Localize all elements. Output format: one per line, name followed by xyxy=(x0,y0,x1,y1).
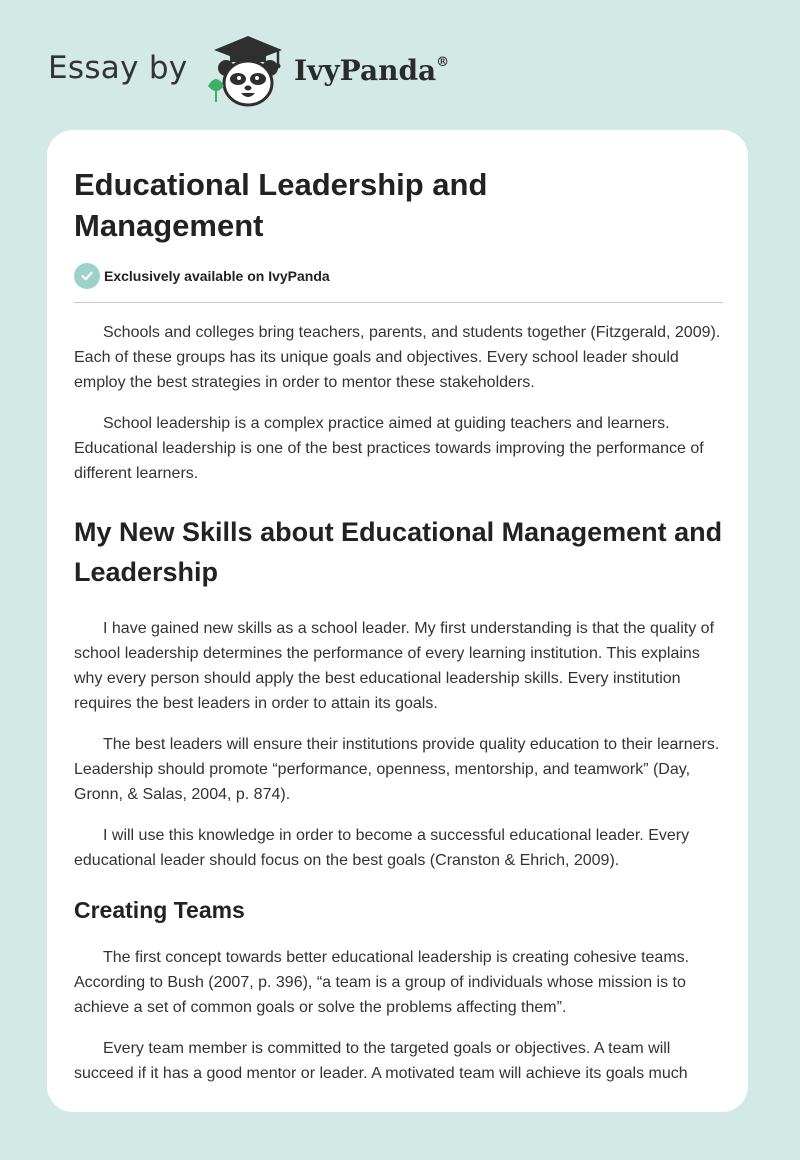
paragraph: Every team member is committed to the targeted goals or objectives. A team will succeed if it has a good mentor or leader. A motivated team will achieve its goals much xyxy=(74,1040,688,1082)
paragraph: Schools and colleges bring teachers, parents, and students together (Fitzgerald, 2009). Each of these groups has its unique goals and objectives. Every school leader should employ the best strategies in order to mentor these stakeholders. xyxy=(74,324,721,391)
essay-body xyxy=(74,320,724,1102)
subsection-heading: Creating Teams xyxy=(74,897,245,923)
panda-logo-icon xyxy=(202,30,294,110)
essay-title: Educational Leadership and Management xyxy=(74,167,488,243)
badge-text: Exclusively available on IvyPanda xyxy=(104,268,330,284)
paragraph: I will use this knowledge in order to become a successful educational leader. Every educational leader should focus on the best goals (Cranston & Ehrich, 2009). xyxy=(74,827,690,869)
paragraph: School leadership is a complex practice aimed at guiding teachers and learners. Educational leadership is one of the best practices towards improving the performance of different learners. xyxy=(74,415,704,482)
paragraph: I have gained new skills as a school leader. My first understanding is that the quality of school leadership determines the performance of every learning institution. This explains why every person should apply the best educational leadership skills. Every institution requires the best leaders in order to attain its goals. xyxy=(74,620,715,712)
checkmark-icon xyxy=(74,263,100,289)
brand-prefix: Essay by xyxy=(48,50,188,86)
brand-name xyxy=(294,54,449,87)
brand-name-text: IvyPanda xyxy=(294,54,437,87)
paragraph: The first concept towards better educational leadership is creating cohesive teams. According to Bush (2007, p. 396), “a team is a group of individuals whose mission is to achieve a set of common goals or solve the problems affecting them”. xyxy=(74,949,690,1016)
title-divider xyxy=(74,302,723,303)
essay-card xyxy=(47,130,748,1112)
paragraph: The best leaders will ensure their institutions provide quality education to their learners. Leadership should promote “performance, openness, mentorship, and teamwork” (Day, Gronn, & Salas, 2004, p. 874). xyxy=(74,736,720,803)
exclusive-badge xyxy=(74,263,330,289)
section-heading: My New Skills about Educational Management and Leadership xyxy=(74,517,723,587)
registered-mark: ® xyxy=(436,54,450,70)
brand-header xyxy=(48,30,508,110)
